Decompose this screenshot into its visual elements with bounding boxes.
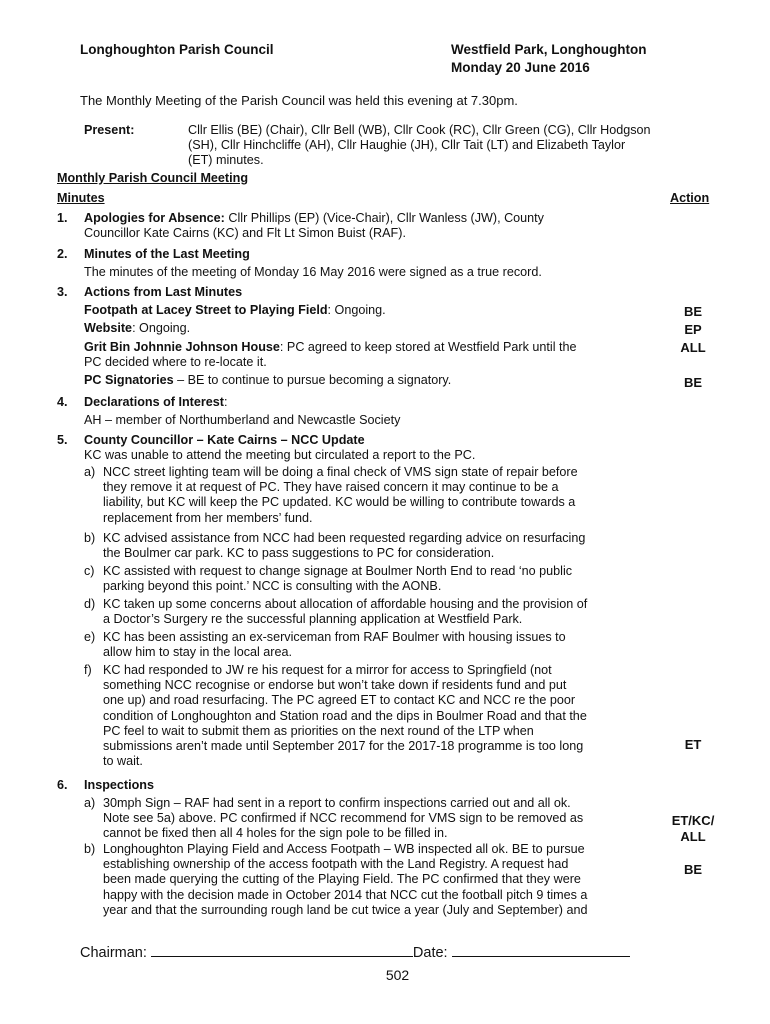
subitem-line: Note see 5a) above. PC confirmed if NCC recommend for VMS sign to be removed as	[103, 811, 584, 826]
chairman-label: Chairman:	[80, 945, 147, 961]
subitem-line: something NCC recognise or endorse but won’t take down if residents fund and put	[103, 678, 567, 693]
present-line: (SH), Cllr Hinchcliffe (AH), Cllr Haughie (JH), Cllr Tait (LT) and Elizabeth Taylor	[188, 138, 626, 153]
subitem-text: : Ongoing.	[327, 303, 386, 318]
date-label: Date:	[412, 945, 448, 961]
page-number: 502	[385, 967, 410, 983]
item-title: Minutes of the Last Meeting	[84, 247, 250, 261]
subitem-title: Grit Bin Johnnie Johnson House	[84, 339, 280, 354]
subitem-line: happy with the decision made in October 2014 that NCC cut the football pitch 9 times a	[103, 887, 588, 902]
action-code: BE	[683, 304, 703, 319]
present-label: Present:	[84, 123, 135, 137]
item-title: Inspections	[84, 778, 154, 792]
item-text: KC was unable to attend the meeting but circulated a report to the PC.	[84, 448, 476, 463]
subitem-line: 30mph Sign – RAF had sent in a report to confirm inspections carried out and all ok.	[103, 796, 571, 810]
present-list	[188, 123, 728, 169]
item-actions-last-minutes	[84, 285, 644, 388]
subitem-title: Website	[84, 321, 133, 336]
action-code: BE	[683, 862, 703, 877]
item-number: 2.	[57, 247, 68, 261]
subitem-line: KC had responded to JW re his request for a mirror for access to Springfield (not	[103, 663, 552, 677]
subitem-letter: a)	[84, 465, 96, 479]
item-title: Declarations of Interest	[84, 395, 224, 409]
present-line: Cllr Ellis (BE) (Chair), Cllr Bell (WB), Cllr Cook (RC), Cllr Green (CG), Cllr Hodgson	[188, 123, 651, 137]
present-line: (ET) minutes.	[188, 153, 264, 168]
item-number: 1.	[57, 211, 68, 225]
subitem-letter: f)	[84, 663, 92, 677]
subitem-line: replacement from her members’ fund.	[103, 510, 313, 525]
action-code: ET/KC/	[671, 813, 715, 828]
subitem-title: Footpath at Lacey Street to Playing Field	[84, 303, 328, 318]
item-title-colon: :	[223, 395, 228, 409]
meeting-location: Westfield Park, Longhoughton	[451, 42, 647, 57]
subitem-line: KC has been assisting an ex-serviceman from RAF Boulmer with housing issues to	[103, 630, 566, 644]
item-last-minutes	[84, 247, 644, 280]
action-heading: Action	[670, 191, 710, 205]
subitem-line: KC taken up some concerns about allocation of affordable housing and the provision of	[103, 597, 588, 611]
subitem-line: parking beyond this point.’ NCC is consulting with the AONB.	[103, 579, 442, 594]
item-text: Councillor Kate Cairns (KC) and Flt Lt Simon Buist (RAF).	[84, 226, 406, 241]
item-text: AH – member of Northumberland and Newcastle Society	[84, 413, 401, 428]
subitem-line: the Boulmer car park. KC to pass suggestions to PC for consideration.	[103, 546, 495, 561]
subitem-line: Longhoughton Playing Field and Access Footpath – WB inspected all ok. BE to pursue	[103, 842, 585, 856]
subitem-line: liability, but KC will keep the PC updated. KC would be willing to contribute towards a	[103, 495, 576, 510]
subitem-line: a Doctor’s Surgery re the successful planning application at Westfield Park.	[103, 612, 523, 627]
subitem-line: KC assisted with request to change signage at Boulmer North End to read ‘no public	[103, 564, 573, 578]
minutes-heading: Minutes	[57, 191, 105, 205]
subitem-letter: b)	[84, 842, 96, 856]
action-code: BE	[683, 375, 703, 390]
item-number: 4.	[57, 395, 68, 409]
subitem-text: : Ongoing.	[132, 321, 191, 336]
subitem-line: year and that the surrounding rough land be cut twice a year (July and September) and	[103, 902, 588, 917]
subitem-letter: d)	[84, 597, 96, 611]
action-code: ET	[684, 737, 702, 752]
subitem-text: PC decided where to re-locate it.	[84, 354, 267, 369]
subitem-text: : PC agreed to keep stored at Westfield Park until the	[279, 339, 577, 354]
meeting-title: Monthly Parish Council Meeting	[57, 171, 249, 185]
subitem-line: to wait.	[103, 754, 143, 769]
subitem-line: they remove it at request of PC. They have raised concern it may continue to be a	[103, 480, 559, 495]
action-code: EP	[684, 322, 702, 337]
subitem-letter: e)	[84, 630, 96, 644]
subitem-line: one up) and road resurfacing. The PC agreed ET to contact KC and NCC re the poor	[103, 693, 576, 708]
meeting-date: Monday 20 June 2016	[451, 60, 590, 75]
item-text: Cllr Phillips (EP) (Vice-Chair), Cllr Wanless (JW), County	[224, 211, 544, 225]
subitem-line: KC advised assistance from NCC had been requested regarding advice on resurfacing	[103, 531, 586, 545]
subitem-letter: c)	[84, 564, 95, 578]
item-text: The minutes of the meeting of Monday 16 May 2016 were signed as a true record.	[84, 265, 542, 280]
action-code: ALL	[680, 340, 706, 355]
council-name: Longhoughton Parish Council	[80, 42, 274, 57]
item-number: 6.	[57, 778, 68, 792]
item-number: 3.	[57, 285, 68, 299]
subitem-line: condition of Longhoughton and Station road and the dips in Boulmer Road and that the	[103, 708, 587, 723]
subitem-line: NCC street lighting team will be doing a final check of VMS sign state of repair before	[103, 465, 578, 479]
subitem-line: PC feel to wait to submit them as priorities on the next round of the LTP when	[103, 723, 534, 738]
subitem-line: submissions aren’t made until September 2017 for the 2017-18 programme is too long	[103, 739, 584, 754]
item-title: County Councillor – Kate Cairns – NCC Update	[84, 433, 365, 447]
item-number: 5.	[57, 433, 68, 447]
subitem-text: – BE to continue to pursue becoming a signatory.	[173, 373, 452, 388]
item-county-councillor	[84, 433, 644, 463]
item-declarations	[84, 395, 644, 428]
item-apologies	[84, 211, 644, 241]
subitem-line: been made querying the cutting of the Playing Field. The PC confirmed that they were	[103, 872, 581, 887]
subitem-letter: b)	[84, 531, 96, 545]
intro-text: The Monthly Meeting of the Parish Council was held this evening at 7.30pm.	[80, 93, 518, 108]
item-title: Apologies for Absence:	[84, 211, 225, 225]
subitem-letter: a)	[84, 796, 96, 810]
subitem-line: allow him to stay in the local area.	[103, 645, 292, 660]
date-blank	[452, 942, 630, 957]
signature-line	[80, 942, 630, 962]
subitem-title: PC Signatories	[84, 373, 174, 388]
subitem-line: establishing ownership of the access footpath with the Land Registry. A request had	[103, 857, 569, 872]
chairman-signature-blank	[151, 942, 413, 957]
item-title: Actions from Last Minutes	[84, 285, 243, 299]
subitem-line: cannot be fixed then all 4 holes for the sign pole to be filled in.	[103, 826, 448, 841]
action-code: ALL	[680, 829, 706, 844]
